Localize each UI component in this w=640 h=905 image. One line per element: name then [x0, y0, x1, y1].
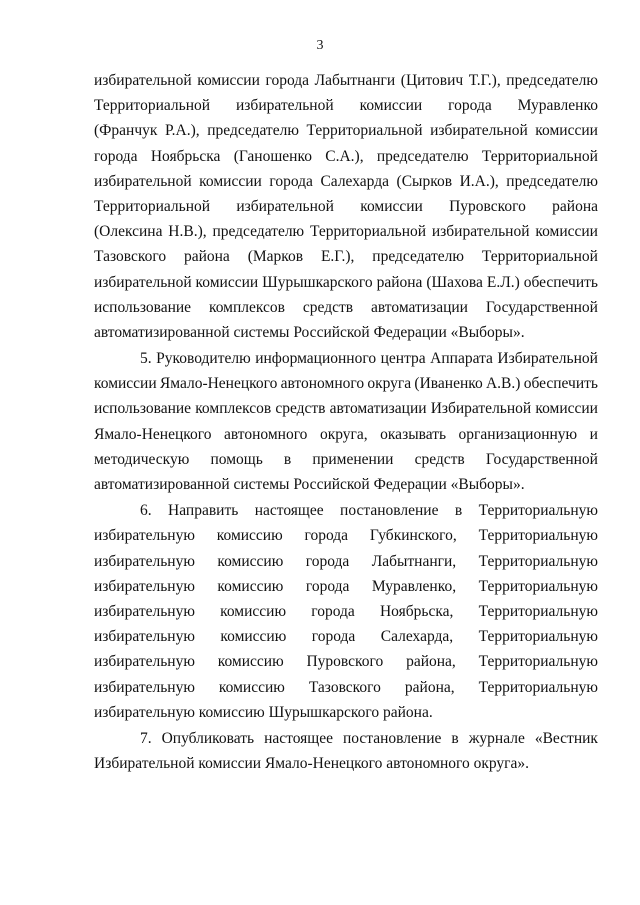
text-word: Избирательной [430, 400, 532, 418]
text-line [94, 244, 598, 269]
text-word: Губкинского, [369, 527, 457, 545]
text-word: Территориальной [306, 122, 423, 140]
text-word: Территориальной [94, 97, 211, 115]
text-word: С.А.), [325, 147, 364, 165]
text-word: комиссию [217, 552, 284, 570]
text-word: комиссии [360, 197, 423, 215]
text-word: города [448, 97, 492, 115]
text-word: Лабытнанги [314, 72, 396, 89]
text-word: журнале [468, 729, 525, 747]
text-word: Территориальную [478, 628, 598, 646]
text-word: (Цитович [400, 72, 464, 89]
text-word: Т.Г.), [468, 72, 501, 89]
text-word: Опубликовать [161, 729, 255, 747]
text-word: комиссии [195, 273, 259, 291]
text-word: избирательную [94, 527, 195, 545]
text-line [94, 726, 598, 751]
text-word: города [305, 552, 350, 570]
text-word: Е.Л.) [486, 273, 520, 291]
text-word: А.В.) [485, 375, 521, 393]
text-word: средств [302, 298, 354, 316]
text-word: комиссию [218, 678, 285, 696]
text-line [94, 194, 598, 219]
text-word: Государственной [485, 298, 598, 316]
text-word: (Олексина [94, 223, 163, 241]
text-word: избирательную [94, 602, 195, 620]
page-number: 3 [316, 38, 324, 53]
text-word: Территориальной [309, 223, 427, 241]
text-word: Территориальную [478, 678, 598, 696]
text-word: Ямало-Ненецкого [94, 425, 212, 443]
text-word: Е.Г.), [320, 248, 355, 266]
text-word: (Марков [247, 248, 304, 266]
text-line [94, 68, 598, 93]
text-word: помощь [210, 450, 263, 468]
text-word: организационную [458, 425, 578, 443]
text-word: Руководителю [156, 350, 251, 368]
text-word: Государственной [485, 450, 598, 468]
text-word: постановление [342, 729, 442, 747]
text-word: избирательной [94, 72, 192, 89]
text-line [94, 93, 598, 118]
text-word: комплексов [208, 298, 285, 316]
text-word: Территориальной [481, 147, 598, 165]
text-word: (Иваненко [414, 375, 483, 393]
text-word: применении [312, 450, 394, 468]
text-word: Пуровского [306, 653, 384, 671]
text-word: Территориальную [478, 527, 598, 545]
text-line [94, 447, 598, 472]
text-line [94, 624, 598, 649]
text-line [94, 422, 598, 447]
text-word: избирательной [94, 172, 192, 190]
text-word: района [183, 248, 230, 266]
text-word: комиссии [535, 122, 598, 140]
text-word: города [265, 72, 310, 89]
text-word: Салехарда [320, 172, 389, 190]
text-line [94, 219, 598, 244]
text-word: постановление [340, 502, 439, 520]
text-line [94, 523, 598, 548]
text-word: избирательной [430, 122, 528, 140]
text-word: комиссии [535, 400, 598, 418]
text-word: избирательной [431, 223, 530, 241]
text-word: района [552, 197, 598, 215]
text-line [94, 549, 598, 574]
text-line [94, 751, 598, 776]
text-word: избирательной [94, 273, 192, 291]
text-word: Территориальной [94, 197, 211, 215]
text-word: средств [414, 450, 465, 468]
text-word: комиссию [216, 527, 283, 545]
text-word: автоматизированной системы Российской Федерации «Выборы». [94, 476, 525, 493]
text-word: избирательной [236, 197, 334, 215]
text-word: комиссии [197, 72, 260, 89]
text-word: (Сырков [396, 172, 453, 190]
text-word: города [304, 527, 349, 545]
text-word: председателю [506, 172, 598, 190]
text-word: Тазовского [308, 678, 381, 696]
text-word: Шурышкарского [262, 273, 373, 291]
text-word: Территориальную [478, 502, 598, 520]
text-word: автоматизированной системы Российской Федерации «Выборы». [94, 323, 525, 341]
text-word: Салехарда, [380, 628, 454, 646]
text-word: избирательную [94, 653, 195, 671]
text-word: председателю [376, 147, 469, 165]
text-word: председателю [212, 223, 305, 241]
text-word: комиссию [220, 628, 287, 646]
text-word: Территориальной [481, 248, 598, 266]
text-word: автономного [280, 375, 365, 393]
text-word: избирательную [94, 577, 195, 595]
text-word: Пуровского [449, 197, 526, 215]
text-word: «Вестник [534, 729, 598, 747]
text-word: средств [275, 400, 326, 418]
text-word: автономного [223, 425, 308, 443]
text-word: комиссию [217, 653, 284, 671]
text-word: Территориальную [478, 602, 598, 620]
text-word: настоящее [254, 502, 324, 520]
text-word: Муравленко, [371, 577, 457, 595]
text-word: города [305, 577, 350, 595]
text-line [94, 270, 598, 295]
text-word: города [311, 602, 355, 620]
text-word: комплексов [195, 400, 272, 418]
text-word: методическую [94, 450, 190, 468]
text-word: комиссии [359, 97, 423, 115]
text-word: в [454, 502, 463, 520]
text-word: комиссии [535, 223, 598, 241]
text-word: Лабытнанги, [371, 552, 457, 570]
text-line [94, 498, 598, 523]
text-line [94, 700, 598, 725]
text-word: Р.А.), [164, 122, 200, 140]
text-word: Ямало-Ненецкого [159, 375, 278, 393]
text-word: в [283, 450, 292, 468]
text-word: комиссию [217, 577, 284, 595]
text-word: Направить [168, 502, 239, 520]
text-word: автоматизации [329, 400, 427, 418]
text-word: Избирательной [497, 350, 598, 368]
text-word: избирательную [94, 678, 195, 696]
text-word: Аппарата [430, 350, 493, 368]
text-word: обеспечить [523, 375, 598, 393]
text-word: председателю [506, 72, 598, 89]
text-line [94, 649, 598, 674]
text-word: района, [404, 678, 455, 696]
text-word: округа, [319, 425, 368, 443]
text-word: обеспечить [523, 273, 598, 291]
text-word: 6. [140, 502, 152, 520]
text-line [94, 675, 598, 700]
text-word: избирательную [94, 628, 195, 646]
text-line [94, 472, 598, 497]
text-word: (Франчук [94, 122, 158, 140]
text-line [94, 169, 598, 194]
text-word: информационного [255, 350, 377, 368]
text-line [94, 574, 598, 599]
text-line [94, 295, 598, 320]
text-word: председателю [372, 248, 464, 266]
text-word: комиссии [94, 375, 157, 393]
text-word: использование [94, 400, 192, 418]
text-word: Н.В.), [168, 223, 207, 241]
text-word: использование [94, 298, 192, 316]
text-word: избирательной [236, 97, 334, 115]
text-word: комиссию [220, 602, 287, 620]
document-body [94, 68, 598, 776]
text-line [94, 144, 598, 169]
text-word: района [376, 273, 423, 291]
text-word: центра [380, 350, 426, 368]
text-word: города [269, 172, 313, 190]
text-word: (Шахова [426, 273, 483, 291]
text-word: города [94, 147, 138, 165]
text-word: (Ганошенко [233, 147, 312, 165]
text-line [94, 320, 598, 345]
text-word: избирательную [94, 552, 195, 570]
text-word: Территориальную [478, 577, 598, 595]
text-word: комиссии [199, 172, 262, 190]
text-word: председателю [207, 122, 299, 140]
text-word: округа [367, 375, 412, 393]
text-word: района, [406, 653, 456, 671]
text-word: Ноябрьска [150, 147, 221, 165]
text-word: Муравленко [517, 97, 598, 115]
text-word: автоматизации [370, 298, 468, 316]
text-word: в [451, 729, 459, 747]
text-line [94, 118, 598, 143]
text-word: оказывать [380, 425, 447, 443]
text-word: избирательную комиссию Шурышкарского района. [94, 703, 433, 721]
text-line [94, 396, 598, 421]
text-word: 5. [140, 350, 152, 368]
text-word: Тазовского [94, 248, 167, 266]
text-word: настоящее [264, 729, 333, 747]
text-line [94, 346, 598, 371]
text-word: Территориальную [478, 653, 598, 671]
text-word: города [311, 628, 356, 646]
text-line [94, 371, 598, 396]
text-word: И.А.), [459, 172, 499, 190]
text-word: Территориальную [478, 552, 598, 570]
text-line [94, 599, 598, 624]
text-word: 7. [140, 729, 152, 747]
text-word: Избирательной комиссии Ямало-Ненецкого автономного округа». [94, 755, 530, 773]
text-word: и [589, 425, 598, 443]
text-word: Ноябрьска, [379, 602, 454, 620]
